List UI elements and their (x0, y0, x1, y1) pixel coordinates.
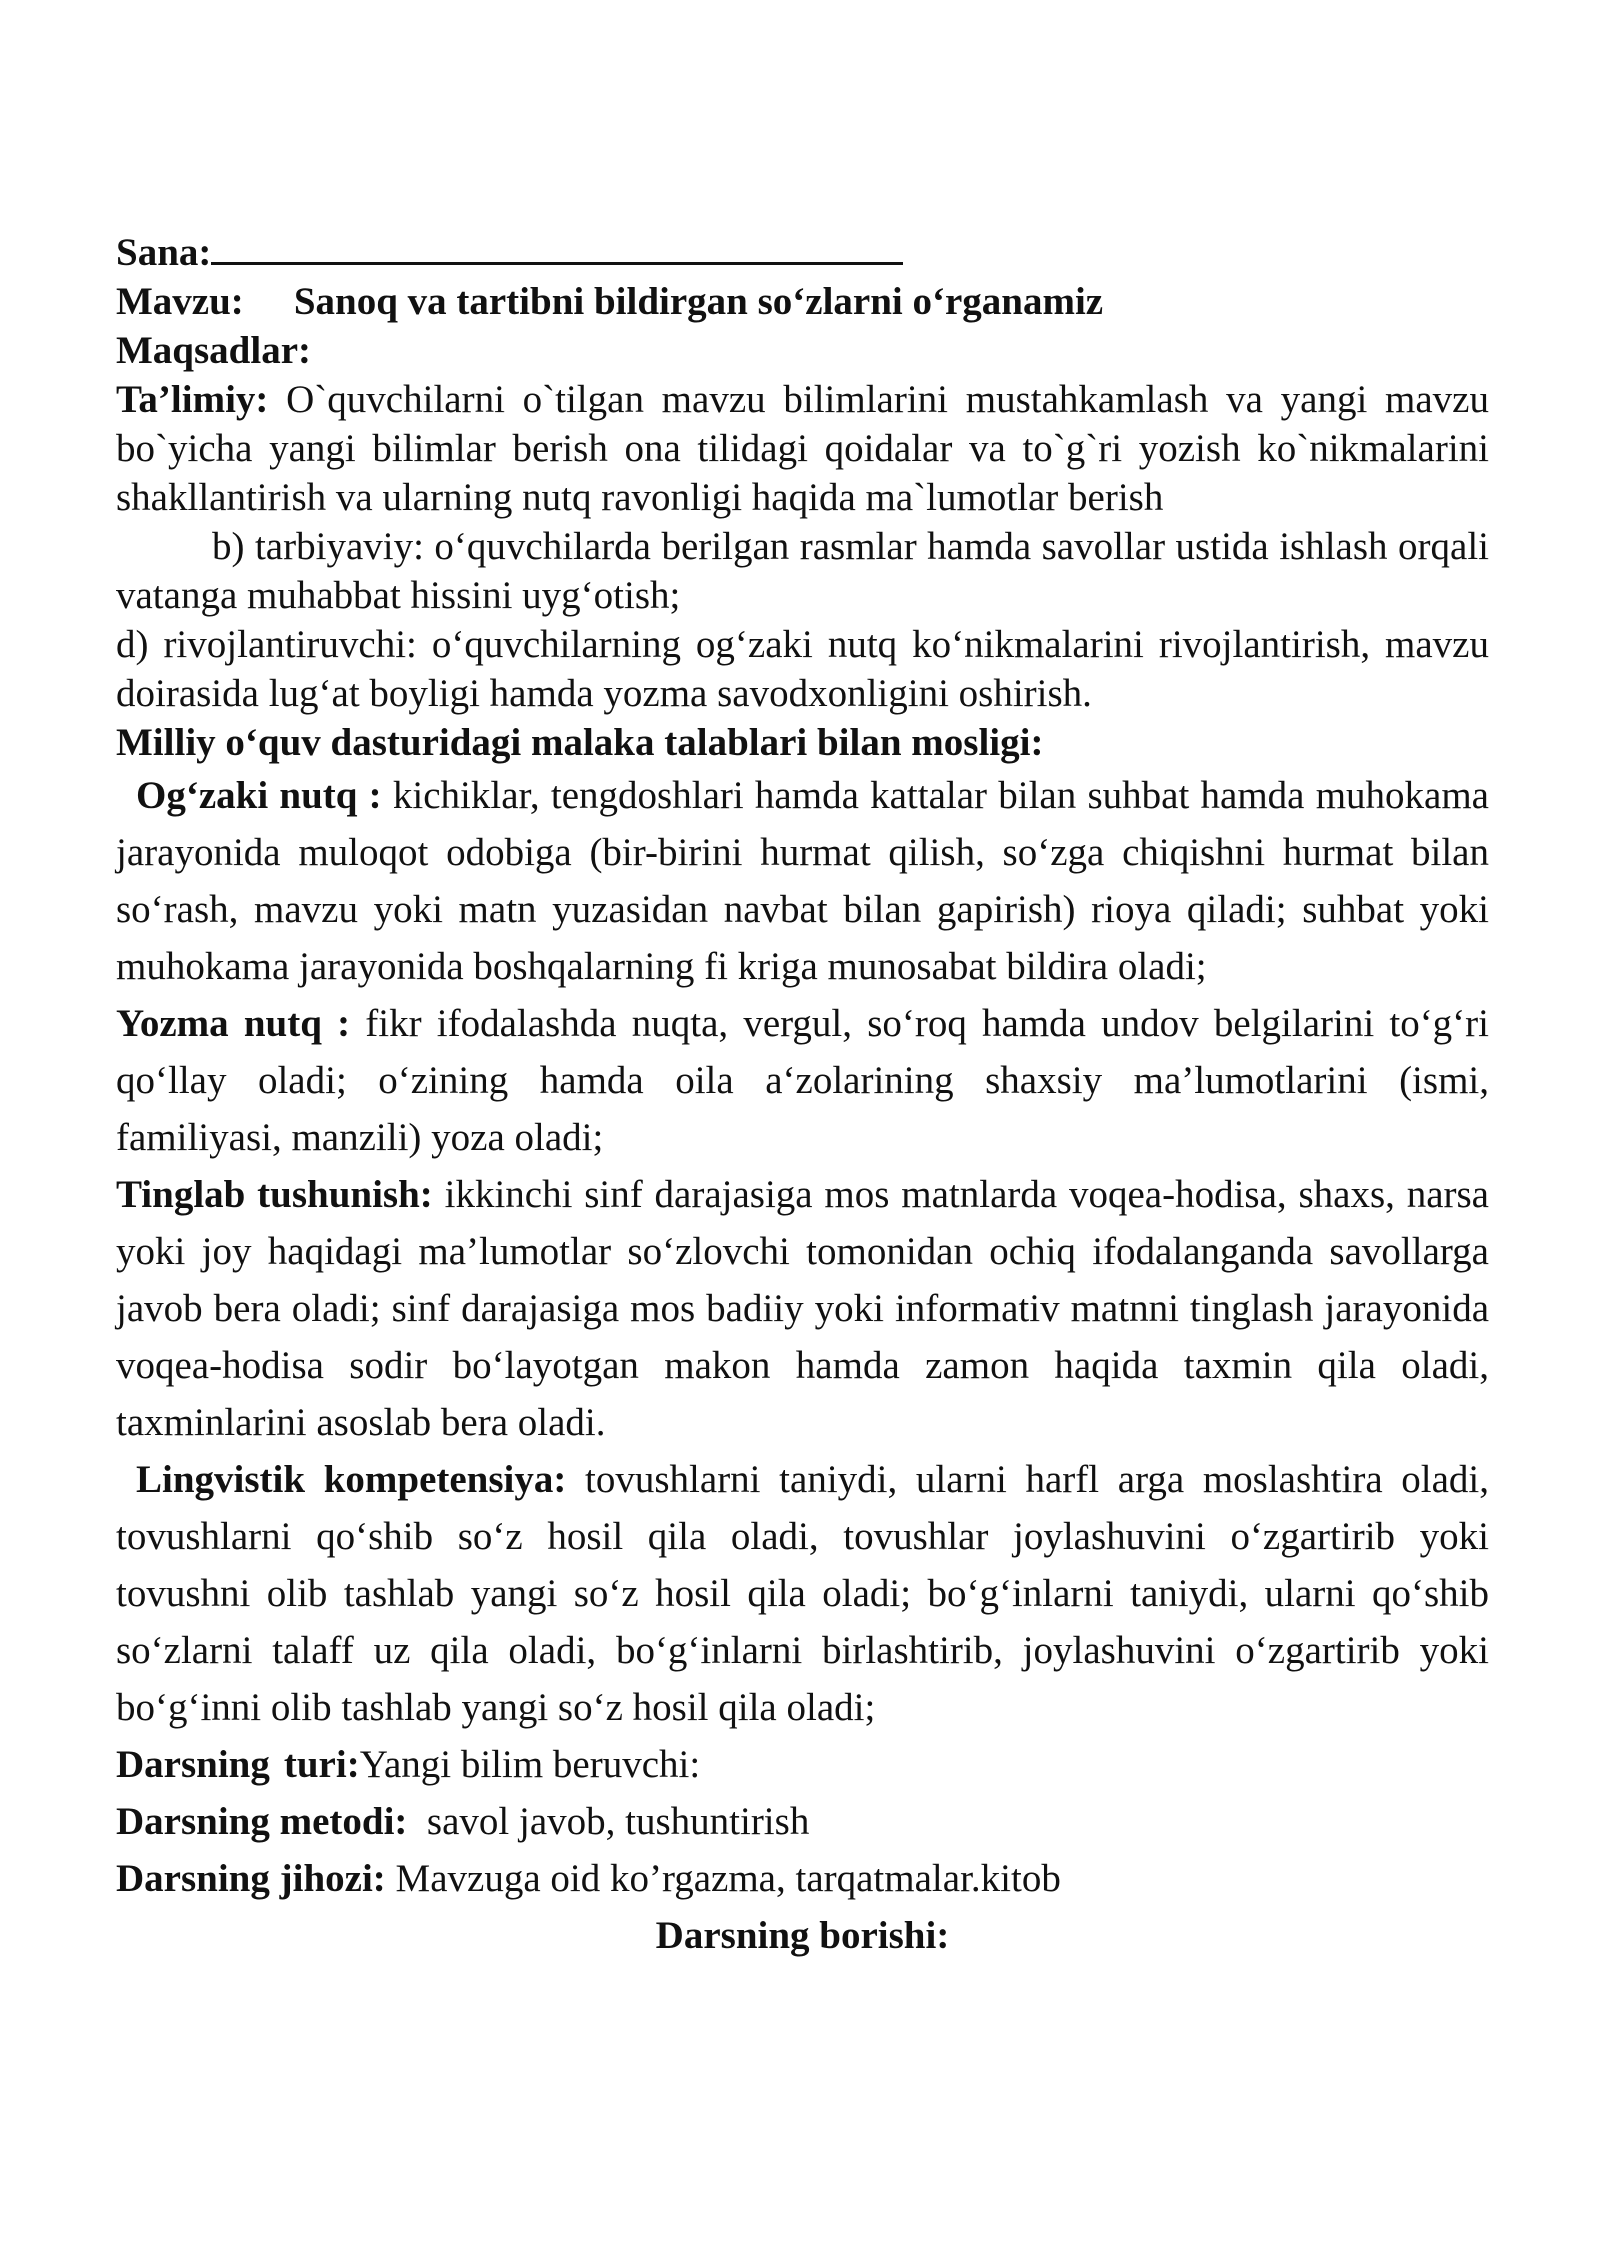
darsning-borishi-heading: Darsning borishi: (655, 1914, 950, 1957)
lingvistik-label: Lingvistik kompetensiya: (136, 1458, 567, 1501)
turi-text: Yangi bilim beruvchi: (359, 1743, 701, 1786)
metodi-text: savol javob, tushuntirish (407, 1800, 810, 1843)
darsning-turi-row (116, 1736, 1489, 1793)
maqsadlar-label: Maqsadlar: (116, 329, 311, 372)
talimiy-paragraph (116, 375, 1489, 522)
mavzu-row (116, 277, 1489, 326)
darsning-jihozi-row (116, 1850, 1489, 1907)
sana-label: Sana: (116, 231, 212, 274)
yozma-paragraph (116, 995, 1489, 1166)
mavzu-label: Mavzu: (116, 280, 244, 323)
turi-label-word: Darsning (116, 1743, 270, 1786)
sana-row (116, 228, 1489, 277)
lingvistik-paragraph (116, 1451, 1489, 1736)
rivojlantiruvchi-paragraph: d) rivojlantiruvchi: o‘quvchilarning og‘zaki nutq ko‘nikmalarini rivojlantirish, mavzu doirasida lug‘at boyligi hamda yozma savodxonligini oshirish. (116, 623, 1489, 715)
ogzaki-label: Og‘zaki nutq : (136, 774, 382, 817)
darsning-metodi-row (116, 1793, 1489, 1850)
tinglab-label: Tinglab tushunish: (116, 1173, 433, 1216)
tarbiyaviy-paragraph: b) tarbiyaviy: o‘quvchilarda berilgan rasmlar hamda savollar ustida ishlash orqali vatanga muhabbat hissini uyg‘otish; (116, 525, 1489, 617)
sana-blank-line (211, 228, 903, 265)
yozma-text: fikr ifodalashda nuqta, vergul, so‘roq hamda undov belgilarini to‘g‘ri qo‘llay oladi; o‘zining hamda oila a‘zolarining shaxsiy ma’lumotlarini (ismi, familiyasi, manzili) yoza oladi; (116, 1002, 1489, 1159)
mavzu-text: Sanoq va tartibni bildirgan so‘zlarni o‘rganamiz (293, 280, 1104, 323)
tinglab-text: ikkinchi sinf darajasiga mos matnlarda voqea-hodisa, shaxs, narsa yoki joy haqidagi ma’lumotlar so‘zlovchi tomonidan ochiq ifodalanganda savollarga javob bera oladi; sinf darajasiga mos badiiy yoki informativ matnni tinglash jarayonida voqea-hodisa sodir bo‘layotgan makon hamda zamon haqida taxmin qila oladi, taxminlarini asoslab bera oladi. (116, 1173, 1489, 1444)
talimiy-text: O`quvchilarni o`tilgan mavzu bilimlarini mustahkamlash va yangi mavzu bo`yicha yangi bilimlar berish ona tilidagi qoidalar va to`g`ri yozish ko`nikmalarini shakllantirish va ularning nutq ravonligi haqida ma`lumotlar berish (116, 378, 1489, 519)
lingvistik-text: tovushlarni taniydi, ularni harfl arga moslashtira oladi, tovushlarni qo‘shib so‘z hosil qila oladi, tovushlar joylashuvini o‘zgartirib yoki tovushni olib tashlab yangi so‘z hosil qila oladi; bo‘g‘inlarni taniydi, ularni qo‘shib so‘zlarni talaff uz qila oladi, bo‘g‘inlarni birlashtirib, joylashuvini o‘zgartirib yoki bo‘g‘inni olib tashlab yangi so‘z hosil qila oladi; (116, 1458, 1490, 1729)
jihozi-text: Mavzuga oid ko’rgazma, tarqatmalar.kitob (385, 1857, 1061, 1900)
tinglab-paragraph (116, 1166, 1489, 1451)
jihozi-label: Darsning jihozi: (116, 1857, 386, 1900)
metodi-label: Darsning metodi: (116, 1800, 408, 1843)
yozma-label: Yozma nutq : (116, 1002, 351, 1045)
ogzaki-paragraph (116, 767, 1489, 995)
lesson-plan (116, 228, 1489, 1964)
ogzaki-text: kichiklar, tengdoshlari hamda kattalar bilan suhbat hamda muhokama jarayonida muloqot odobiga (bir-birini hurmat qilish, so‘zga chiqishni hurmat bilan so‘rash, mavzu yoki matn yuzasidan navbat bilan gapirish) rioya qiladi; suhbat yoki muhokama jarayonida boshqalarning fi kriga munosabat bildira oladi; (116, 774, 1489, 988)
talimiy-label: Ta’limiy: (116, 378, 269, 421)
turi-label: turi: (283, 1743, 360, 1786)
standards-heading: Milliy o‘quv dasturidagi malaka talablari bilan mosligi: (116, 721, 1044, 764)
